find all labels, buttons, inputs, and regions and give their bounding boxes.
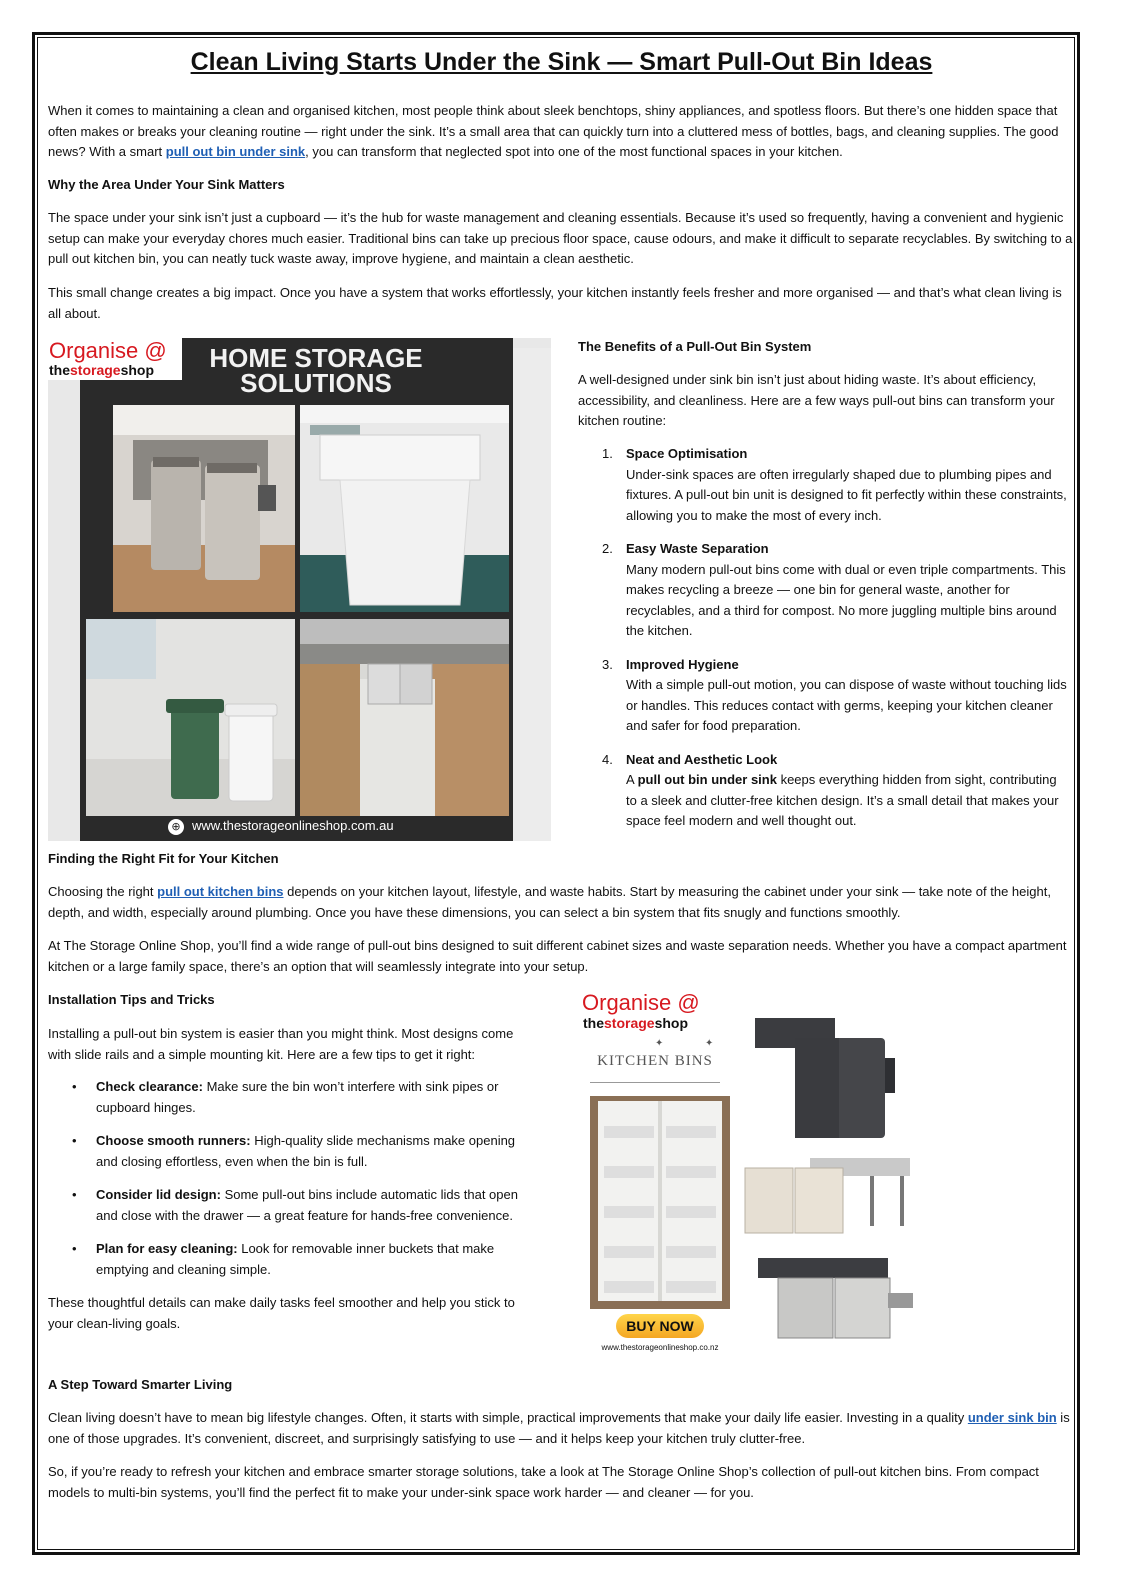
benefit-text: A xyxy=(626,772,638,787)
benefit-text: With a simple pull-out motion, you can dispose of waste without touching lids or handles. This reduces contact with germs, keeping your kitchen cleaner and safer for food preparation. xyxy=(626,677,1067,733)
benefit-text-end: keeps everything hidden from sight, contributing to a sleek and clutter-free kitchen design. It’s a small detail that makes your space feel modern and well thought out. xyxy=(626,772,1059,828)
under-sink-bin-link[interactable]: under sink bin xyxy=(967,1410,1057,1425)
page-title: Clean Living Starts Under the Sink — Smart Pull-Out Bin Ideas xyxy=(190,48,933,76)
tip-item xyxy=(48,1185,538,1226)
benefit-item xyxy=(578,750,1068,832)
fit-heading: Finding the Right Fit for Your Kitchen xyxy=(48,851,279,866)
benefit-number: 1. xyxy=(602,446,613,461)
brand-sub-b: storage xyxy=(70,362,121,378)
step-text: Clean living doesn’t have to mean big lifestyle changes. Often, it starts with simple, practical improvements that make your daily life easier. Investing in a quality xyxy=(48,1410,968,1425)
brand-sub-c: shop xyxy=(654,1015,689,1031)
home-storage-collage-image xyxy=(48,338,551,841)
tip-item xyxy=(48,1077,538,1118)
brand-logo xyxy=(48,338,182,380)
tip-text: High-quality slide mechanisms make opening and closing effortless, even when the bin is full. xyxy=(96,1133,516,1169)
cabinet-bins-photo xyxy=(300,619,509,816)
step-paragraph-1 xyxy=(48,1408,1073,1449)
brand-logo-main: Organise @ xyxy=(49,338,167,363)
kitchen-bins-title: KITCHEN BINS xyxy=(597,1053,713,1069)
benefit-title: Easy Waste Separation xyxy=(626,541,769,556)
benefit-title: Neat and Aesthetic Look xyxy=(626,751,778,767)
why-paragraph-2: This small change creates a big impact. Once you have a system that works effortlessly, your kitchen instantly feels fresher and more organised — and that’s what clean living is all about. xyxy=(48,285,1062,321)
tip-text: Make sure the bin won’t interfere with sink pipes or cupboard hinges. xyxy=(96,1079,499,1115)
install-closing: These thoughtful details can make daily tasks feel smoother and help you stick to your clean-living goals. xyxy=(48,1295,515,1331)
benefit-text: Many modern pull-out bins come with dual or even triple compartments. This makes recycling a breeze — one bin for general waste, another for recyclables, and a third for compost. No more juggling multiple bins around the kitchen. xyxy=(626,561,1066,638)
benefit-item xyxy=(578,655,1068,737)
brand-sub-b: storage xyxy=(604,1015,655,1031)
beige-bins-photo xyxy=(740,1153,915,1248)
benefits-heading: The Benefits of a Pull-Out Bin System xyxy=(578,339,812,354)
globe-icon: ⊕ xyxy=(168,819,184,835)
tip-text: Some pull-out bins include automatic lids that open and close with the drawer — a great feature for hands-free convenience. xyxy=(96,1187,518,1223)
kitchen-bins-ad-image xyxy=(580,990,935,1360)
tip-item xyxy=(48,1131,538,1172)
tip-title: Check clearance: xyxy=(96,1079,203,1094)
benefit-title: Improved Hygiene xyxy=(626,656,739,672)
bullet-icon: • xyxy=(72,1079,77,1094)
green-white-bins-photo xyxy=(86,619,295,816)
brand-sub-a: the xyxy=(583,1015,604,1031)
fit-paragraph-2: At The Storage Online Shop, you’ll find a wide range of pull-out bins designed to suit different cabinet sizes and waste separation needs. Whether you have a compact apartment kitchen or a large family space, there’s an option that will seamlessly integrate into your setup. xyxy=(48,938,1067,974)
install-tips-list xyxy=(48,1077,538,1293)
benefit-item xyxy=(578,444,1068,526)
fit-paragraph-1 xyxy=(48,882,1073,923)
collage-website xyxy=(168,818,394,835)
benefits-intro: A well-designed under sink bin isn’t just about hiding waste. It’s about efficiency, accessibility, and cleanliness. Here are a few ways pull-out bins can transform your kitchen routine: xyxy=(578,372,1055,428)
pantry-drawers-photo xyxy=(590,1096,730,1309)
buy-now-button[interactable]: BUY NOW xyxy=(616,1314,704,1338)
tip-title: Choose smooth runners: xyxy=(96,1133,251,1148)
tip-title: Plan for easy cleaning: xyxy=(96,1241,238,1256)
tip-item xyxy=(48,1239,538,1280)
tip-text: Look for removable inner buckets that make emptying and cleaning simple. xyxy=(96,1241,495,1277)
grey-double-bin-photo xyxy=(735,998,925,1143)
benefit-number: 2. xyxy=(602,541,613,556)
bullet-icon: • xyxy=(72,1187,77,1202)
why-paragraph-1: The space under your sink isn’t just a cupboard — it’s the hub for waste management and cleaning essentials. Because it’s used so frequently, having a convenient and hygienic setup can make your everyday chores much easier. Traditional bins can take up precious floor space, cause odours, and make it difficult to separate recyclables. By switching to a pull out kitchen bin, you can neatly tuck waste away, improve hygiene, and maintain a clean aesthetic. xyxy=(48,210,1073,266)
white-bin-photo xyxy=(300,405,509,612)
pull-out-kitchen-bins-link[interactable]: pull out kitchen bins xyxy=(157,884,284,899)
intro-text: When it comes to maintaining a clean and organised kitchen, most people think about sleek benchtops, shiny appliances, and spotless floors. But there’s one hidden space that often makes or breaks your cleaning routine — right under the sink. It’s a small area that can quickly turn into a cluttered mess of bottles, bags, and cleaning supplies. The good news? With a smart xyxy=(48,103,1059,159)
tip-title: Consider lid design: xyxy=(96,1187,221,1202)
step-heading: A Step Toward Smarter Living xyxy=(48,1377,233,1392)
sparkle-icon: ✦ xyxy=(705,1038,714,1049)
install-heading: Installation Tips and Tricks xyxy=(48,992,215,1007)
why-heading: Why the Area Under Your Sink Matters xyxy=(48,177,285,192)
step-text-end: is one of those upgrades. It’s convenient, discreet, and surprisingly satisfying to use — and it helps keep your kitchen truly clutter-free. xyxy=(48,1410,1070,1446)
install-intro: Installing a pull-out bin system is easier than you might think. Most designs come with slide rails and a simple mounting kit. Here are a few tips to get it right: xyxy=(48,1026,514,1062)
headline-line-1: HOME STORAGE xyxy=(209,343,423,373)
pull-out-bin-link[interactable]: pull out bin under sink xyxy=(165,144,306,159)
collage-website-text: www.thestorageonlineshop.com.au xyxy=(192,818,394,833)
brand-sub-c: shop xyxy=(120,362,155,378)
stainless-bin-photo xyxy=(113,405,295,612)
collage-headline xyxy=(186,343,446,398)
sparkle-icon: ✦ xyxy=(655,1038,664,1049)
brand-sub-a: the xyxy=(49,362,70,378)
benefit-number: 3. xyxy=(602,656,613,672)
benefit-item xyxy=(578,539,1068,642)
bullet-icon: • xyxy=(72,1133,77,1148)
benefit-text-bold: pull out bin under sink xyxy=(637,772,777,787)
brand-logo-main: Organise @ xyxy=(582,990,700,1015)
benefits-list xyxy=(578,444,1068,845)
intro-text-end: , you can transform that neglected spot into one of the most functional spaces in your kitchen. xyxy=(305,144,843,159)
benefit-text: Under-sink spaces are often irregularly shaped due to plumbing pipes and fixtures. A pull-out bin unit is designed to fit perfectly within these constraints, allowing you to make the most of every inch. xyxy=(626,466,1067,523)
headline-line-2: SOLUTIONS xyxy=(240,368,392,398)
benefit-title: Space Optimisation xyxy=(626,446,748,461)
fit-text-end: depends on your kitchen layout, lifestyle, and waste habits. Start by measuring the cabinet under your sink — take note of the height, depth, and width, especially around plumbing. Once you have these dimensions, you can select a bin system that fits snugly and functions smoothly. xyxy=(48,884,1051,920)
ad-website: www.thestorageonlineshop.co.nz xyxy=(601,1343,719,1352)
intro-paragraph xyxy=(48,101,1073,163)
fit-text: Choosing the right xyxy=(48,884,158,899)
step-paragraph-2: So, if you’re ready to refresh your kitchen and embrace smarter storage solutions, take a look at The Storage Online Shop’s collection of pull-out kitchen bins. From compact models to multi-bin systems, you’ll find the perfect fit to make your under-sink space work harder — and cleaner — for you. xyxy=(48,1464,1039,1500)
bullet-icon: • xyxy=(72,1241,77,1256)
benefit-number: 4. xyxy=(602,751,613,767)
title-divider xyxy=(590,1082,720,1083)
steel-bin-photo xyxy=(738,1253,928,1345)
